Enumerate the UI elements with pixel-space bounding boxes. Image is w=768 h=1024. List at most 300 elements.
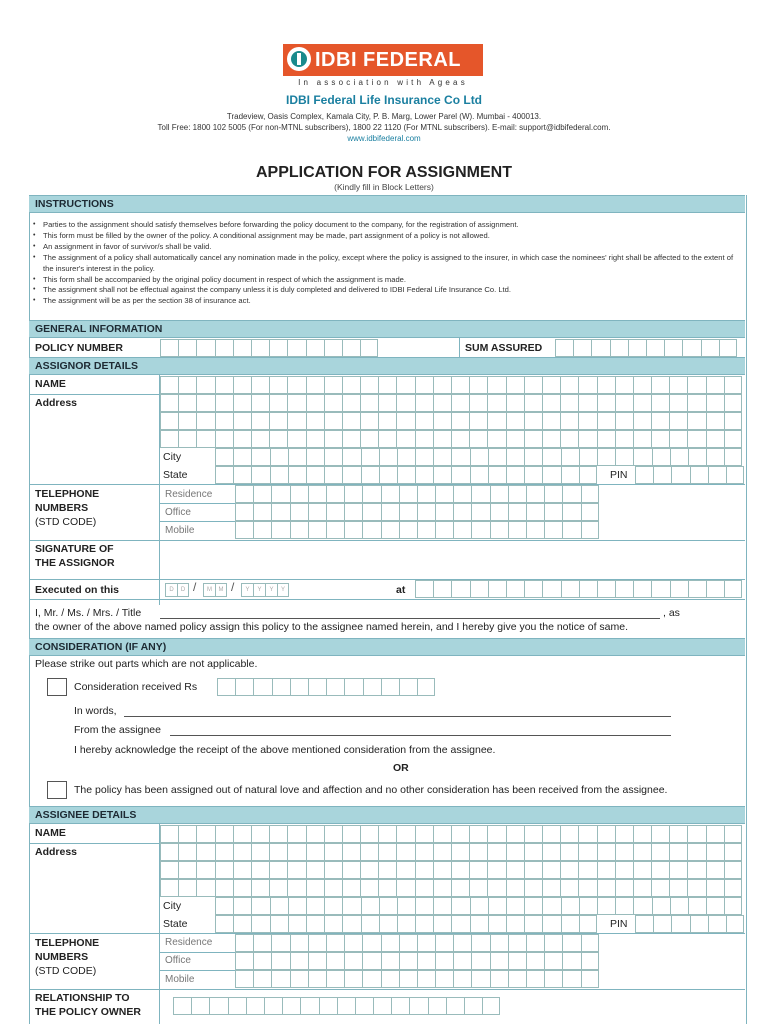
- input-box[interactable]: [269, 879, 287, 897]
- input-box[interactable]: [682, 339, 700, 357]
- input-box[interactable]: [628, 339, 646, 357]
- input-box[interactable]: [399, 934, 417, 952]
- input-box[interactable]: [233, 430, 251, 448]
- input-box[interactable]: [251, 448, 269, 466]
- input-box[interactable]: [160, 339, 178, 357]
- input-box[interactable]: [490, 521, 508, 539]
- input-box[interactable]: [324, 466, 342, 484]
- input-box[interactable]: [490, 485, 508, 503]
- input-box[interactable]: [272, 678, 290, 696]
- assignor-mobile-boxes[interactable]: [235, 521, 599, 539]
- input-box[interactable]: [290, 503, 308, 521]
- input-box[interactable]: [306, 339, 324, 357]
- input-box[interactable]: [469, 412, 487, 430]
- input-box[interactable]: [646, 339, 664, 357]
- input-box[interactable]: [542, 843, 560, 861]
- input-box[interactable]: [669, 430, 687, 448]
- input-box[interactable]: [469, 376, 487, 394]
- input-box[interactable]: [542, 394, 560, 412]
- input-box[interactable]: [251, 339, 269, 357]
- assignee-name-boxes[interactable]: [160, 825, 742, 843]
- input-box[interactable]: [724, 580, 742, 598]
- input-box[interactable]: [542, 412, 560, 430]
- input-box[interactable]: [651, 376, 669, 394]
- input-box[interactable]: [287, 843, 305, 861]
- input-box[interactable]: [235, 970, 253, 988]
- input-box[interactable]: [306, 843, 324, 861]
- input-box[interactable]: [464, 997, 482, 1015]
- input-box[interactable]: [235, 678, 253, 696]
- input-box[interactable]: [435, 934, 453, 952]
- input-box[interactable]: [360, 861, 378, 879]
- assignee-pin-boxes[interactable]: [635, 915, 744, 933]
- input-box[interactable]: [287, 430, 305, 448]
- input-box[interactable]: [451, 448, 469, 466]
- input-box[interactable]: [379, 466, 397, 484]
- input-box[interactable]: [506, 394, 524, 412]
- input-box[interactable]: [324, 861, 342, 879]
- input-box[interactable]: [542, 897, 560, 915]
- input-box[interactable]: [381, 952, 399, 970]
- input-box[interactable]: [251, 466, 269, 484]
- input-box[interactable]: [264, 997, 282, 1015]
- input-box[interactable]: [215, 394, 233, 412]
- input-box[interactable]: [508, 952, 526, 970]
- input-box[interactable]: [160, 376, 178, 394]
- input-box[interactable]: [308, 970, 326, 988]
- input-box[interactable]: [578, 394, 596, 412]
- input-box[interactable]: [287, 879, 305, 897]
- input-box[interactable]: [706, 843, 724, 861]
- input-box[interactable]: [544, 934, 562, 952]
- input-box[interactable]: [591, 339, 609, 357]
- input-box[interactable]: [251, 376, 269, 394]
- input-box[interactable]: [233, 412, 251, 430]
- input-box[interactable]: [471, 934, 489, 952]
- input-box[interactable]: [160, 430, 178, 448]
- input-box[interactable]: [706, 861, 724, 879]
- input-box[interactable]: [253, 934, 271, 952]
- input-box[interactable]: [488, 448, 506, 466]
- input-box[interactable]: [324, 394, 342, 412]
- input-box[interactable]: [415, 430, 433, 448]
- input-box[interactable]: [451, 915, 469, 933]
- input-box[interactable]: [378, 376, 396, 394]
- input-box[interactable]: [724, 412, 742, 430]
- input-box[interactable]: [253, 970, 271, 988]
- input-box[interactable]: [664, 339, 682, 357]
- input-box[interactable]: [415, 915, 433, 933]
- input-box[interactable]: [560, 376, 578, 394]
- input-box[interactable]: [399, 678, 417, 696]
- input-box[interactable]: [308, 503, 326, 521]
- input-box[interactable]: [251, 430, 269, 448]
- input-box[interactable]: [724, 430, 742, 448]
- input-box[interactable]: [451, 394, 469, 412]
- input-box[interactable]: [488, 466, 506, 484]
- relationship-boxes[interactable]: [173, 997, 500, 1015]
- input-box[interactable]: [360, 339, 378, 357]
- input-box[interactable]: [215, 861, 233, 879]
- input-box[interactable]: [324, 879, 342, 897]
- input-box[interactable]: [326, 503, 344, 521]
- input-box[interactable]: [488, 580, 506, 598]
- input-box[interactable]: [560, 430, 578, 448]
- input-box[interactable]: [508, 485, 526, 503]
- execution-date-month[interactable]: [203, 583, 227, 597]
- input-box[interactable]: [378, 430, 396, 448]
- input-box[interactable]: [178, 394, 196, 412]
- input-box[interactable]: [306, 825, 324, 843]
- input-box[interactable]: [228, 997, 246, 1015]
- input-box[interactable]: [378, 843, 396, 861]
- input-box[interactable]: [451, 580, 469, 598]
- input-box[interactable]: [508, 503, 526, 521]
- input-box[interactable]: [415, 580, 433, 598]
- input-box[interactable]: [615, 861, 633, 879]
- input-box[interactable]: [235, 521, 253, 539]
- input-box[interactable]: [633, 897, 651, 915]
- input-box[interactable]: [191, 997, 209, 1015]
- input-box[interactable]: [251, 412, 269, 430]
- input-box[interactable]: [306, 915, 324, 933]
- input-box[interactable]: [196, 430, 214, 448]
- input-box[interactable]: [362, 521, 380, 539]
- input-box[interactable]: [324, 825, 342, 843]
- input-box[interactable]: [524, 843, 542, 861]
- input-box[interactable]: [433, 897, 451, 915]
- input-box[interactable]: [578, 879, 596, 897]
- input-box[interactable]: [215, 448, 233, 466]
- input-box[interactable]: [687, 861, 705, 879]
- input-box[interactable]: [469, 394, 487, 412]
- input-box[interactable]: [319, 997, 337, 1015]
- input-box[interactable]: [633, 879, 651, 897]
- input-box[interactable]: [542, 376, 560, 394]
- input-box[interactable]: [524, 580, 542, 598]
- input-box[interactable]: [726, 466, 744, 484]
- input-box[interactable]: [342, 879, 360, 897]
- input-box[interactable]: [378, 825, 396, 843]
- input-box[interactable]: [415, 825, 433, 843]
- input-box[interactable]: [288, 448, 306, 466]
- input-box[interactable]: [652, 448, 670, 466]
- input-box[interactable]: [506, 861, 524, 879]
- input-box[interactable]: [615, 394, 633, 412]
- input-box[interactable]: [508, 934, 526, 952]
- input-box[interactable]: [269, 825, 287, 843]
- input-box[interactable]: [544, 970, 562, 988]
- assignor-name-boxes[interactable]: [160, 376, 742, 394]
- input-box[interactable]: [415, 879, 433, 897]
- input-box[interactable]: [542, 915, 560, 933]
- input-box[interactable]: [178, 843, 196, 861]
- input-box[interactable]: [451, 843, 469, 861]
- input-box[interactable]: [342, 430, 360, 448]
- input-box[interactable]: [196, 376, 214, 394]
- input-box[interactable]: [560, 879, 578, 897]
- input-box[interactable]: [396, 394, 414, 412]
- input-box[interactable]: [579, 915, 597, 933]
- input-box[interactable]: [524, 376, 542, 394]
- input-box[interactable]: [490, 934, 508, 952]
- input-box[interactable]: [669, 861, 687, 879]
- input-box[interactable]: [487, 825, 505, 843]
- assignee-residence-boxes[interactable]: [235, 934, 599, 952]
- input-box[interactable]: [360, 376, 378, 394]
- input-box[interactable]: [615, 580, 633, 598]
- assignee-address-line1[interactable]: [160, 843, 742, 861]
- input-box[interactable]: [306, 412, 324, 430]
- input-box[interactable]: [453, 970, 471, 988]
- input-box[interactable]: [417, 952, 435, 970]
- input-box[interactable]: [562, 503, 580, 521]
- input-box[interactable]: [561, 897, 579, 915]
- input-box[interactable]: [469, 861, 487, 879]
- input-box[interactable]: [542, 879, 560, 897]
- input-box[interactable]: [233, 394, 251, 412]
- input-box[interactable]: [271, 521, 289, 539]
- input-box[interactable]: [396, 843, 414, 861]
- input-box[interactable]: [562, 952, 580, 970]
- assignee-address-line3[interactable]: [160, 879, 742, 897]
- input-box[interactable]: [652, 897, 670, 915]
- input-box[interactable]: [178, 412, 196, 430]
- execution-date-day[interactable]: [165, 583, 189, 597]
- in-words-line[interactable]: [124, 716, 671, 717]
- input-box[interactable]: [446, 997, 464, 1015]
- input-box[interactable]: [615, 376, 633, 394]
- input-box[interactable]: [671, 915, 689, 933]
- input-box[interactable]: [597, 448, 615, 466]
- input-box[interactable]: [453, 952, 471, 970]
- input-box[interactable]: [615, 897, 633, 915]
- input-box[interactable]: [433, 843, 451, 861]
- input-box[interactable]: [451, 879, 469, 897]
- input-box[interactable]: [578, 843, 596, 861]
- input-box[interactable]: [579, 897, 597, 915]
- natural-love-checkbox[interactable]: [47, 781, 67, 799]
- input-box[interactable]: [196, 825, 214, 843]
- input-box[interactable]: [633, 580, 651, 598]
- input-box[interactable]: [215, 879, 233, 897]
- input-box[interactable]: [706, 412, 724, 430]
- input-box[interactable]: [687, 394, 705, 412]
- input-box[interactable]: [235, 952, 253, 970]
- input-box[interactable]: [373, 997, 391, 1015]
- input-box[interactable]: [396, 825, 414, 843]
- input-box[interactable]: [160, 861, 178, 879]
- input-box[interactable]: [524, 394, 542, 412]
- input-box[interactable]: [633, 825, 651, 843]
- input-box[interactable]: [433, 580, 451, 598]
- input-box[interactable]: [708, 915, 726, 933]
- input-box[interactable]: [308, 934, 326, 952]
- input-box[interactable]: [178, 376, 196, 394]
- input-box[interactable]: [453, 521, 471, 539]
- input-box[interactable]: [487, 394, 505, 412]
- input-box[interactable]: [251, 897, 269, 915]
- input-box[interactable]: [578, 861, 596, 879]
- input-box[interactable]: [671, 466, 689, 484]
- input-box[interactable]: [651, 879, 669, 897]
- input-box[interactable]: [381, 678, 399, 696]
- input-box[interactable]: [506, 448, 524, 466]
- input-box[interactable]: [690, 466, 708, 484]
- input-box[interactable]: [235, 934, 253, 952]
- input-box[interactable]: [378, 394, 396, 412]
- input-box[interactable]: [433, 376, 451, 394]
- input-box[interactable]: [670, 448, 688, 466]
- input-box[interactable]: [561, 915, 579, 933]
- input-box[interactable]: [633, 843, 651, 861]
- input-box[interactable]: [615, 843, 633, 861]
- input-box[interactable]: [433, 412, 451, 430]
- input-box[interactable]: [597, 825, 615, 843]
- input-box[interactable]: [451, 861, 469, 879]
- input-box[interactable]: [235, 485, 253, 503]
- input-box[interactable]: [471, 970, 489, 988]
- input-box[interactable]: [560, 843, 578, 861]
- input-box[interactable]: [290, 934, 308, 952]
- input-box[interactable]: [453, 934, 471, 952]
- input-box[interactable]: [651, 580, 669, 598]
- input-box[interactable]: [487, 879, 505, 897]
- assignee-city-boxes[interactable]: [215, 897, 742, 915]
- input-box[interactable]: [397, 915, 415, 933]
- input-box[interactable]: [399, 485, 417, 503]
- input-box[interactable]: [342, 394, 360, 412]
- input-box[interactable]: [651, 843, 669, 861]
- input-box[interactable]: [470, 466, 488, 484]
- input-box[interactable]: [488, 915, 506, 933]
- input-box[interactable]: [578, 825, 596, 843]
- input-box[interactable]: [360, 825, 378, 843]
- input-box[interactable]: [555, 339, 573, 357]
- input-box[interactable]: [269, 394, 287, 412]
- input-box[interactable]: [360, 879, 378, 897]
- input-box[interactable]: [635, 466, 653, 484]
- input-box[interactable]: [415, 448, 433, 466]
- input-box[interactable]: [381, 503, 399, 521]
- input-box[interactable]: [597, 430, 615, 448]
- input-box[interactable]: [251, 843, 269, 861]
- input-box[interactable]: [342, 897, 360, 915]
- input-box[interactable]: [308, 521, 326, 539]
- input-box[interactable]: [562, 970, 580, 988]
- input-box[interactable]: [560, 861, 578, 879]
- input-box[interactable]: [490, 952, 508, 970]
- input-box[interactable]: [633, 430, 651, 448]
- input-box[interactable]: [561, 580, 579, 598]
- input-box[interactable]: [524, 897, 542, 915]
- input-box[interactable]: [615, 879, 633, 897]
- input-box[interactable]: [453, 485, 471, 503]
- input-box[interactable]: [287, 412, 305, 430]
- input-box[interactable]: [581, 485, 599, 503]
- input-box[interactable]: [451, 412, 469, 430]
- input-box[interactable]: [544, 952, 562, 970]
- input-box[interactable]: [269, 339, 287, 357]
- input-box[interactable]: [399, 952, 417, 970]
- input-box[interactable]: [506, 825, 524, 843]
- input-box[interactable]: [471, 485, 489, 503]
- input-box[interactable]: [326, 521, 344, 539]
- input-box[interactable]: [287, 861, 305, 879]
- input-box[interactable]: [597, 879, 615, 897]
- input-box[interactable]: [361, 897, 379, 915]
- input-box[interactable]: [487, 376, 505, 394]
- input-box[interactable]: [669, 843, 687, 861]
- input-box[interactable]: [610, 339, 628, 357]
- input-box[interactable]: [270, 915, 288, 933]
- input-box[interactable]: [233, 861, 251, 879]
- input-box[interactable]: [233, 879, 251, 897]
- input-box[interactable]: [344, 485, 362, 503]
- input-box[interactable]: [597, 394, 615, 412]
- input-box[interactable]: [506, 430, 524, 448]
- signature-area[interactable]: [160, 541, 745, 579]
- input-box[interactable]: [235, 503, 253, 521]
- input-box[interactable]: [433, 861, 451, 879]
- input-box[interactable]: [451, 430, 469, 448]
- input-box[interactable]: [435, 521, 453, 539]
- input-box[interactable]: [253, 521, 271, 539]
- input-box[interactable]: [706, 430, 724, 448]
- input-box[interactable]: [687, 430, 705, 448]
- input-box[interactable]: [482, 997, 500, 1015]
- input-box[interactable]: [396, 412, 414, 430]
- input-box[interactable]: [233, 339, 251, 357]
- input-box[interactable]: [381, 970, 399, 988]
- input-box[interactable]: [633, 861, 651, 879]
- input-box[interactable]: [470, 448, 488, 466]
- input-box[interactable]: [379, 448, 397, 466]
- input-box[interactable]: [381, 485, 399, 503]
- input-box[interactable]: [215, 376, 233, 394]
- input-box[interactable]: [415, 412, 433, 430]
- input-box[interactable]: [233, 376, 251, 394]
- input-box[interactable]: [173, 997, 191, 1015]
- input-box[interactable]: [253, 503, 271, 521]
- input-box[interactable]: [233, 448, 251, 466]
- assignor-address-line3[interactable]: [160, 430, 742, 448]
- input-box[interactable]: [544, 521, 562, 539]
- input-box[interactable]: [433, 394, 451, 412]
- input-box[interactable]: [379, 915, 397, 933]
- input-box[interactable]: [506, 580, 524, 598]
- assignee-office-boxes[interactable]: [235, 952, 599, 970]
- input-box[interactable]: [687, 825, 705, 843]
- input-box[interactable]: [342, 825, 360, 843]
- input-box[interactable]: [306, 430, 324, 448]
- input-box[interactable]: [469, 825, 487, 843]
- input-box[interactable]: [306, 394, 324, 412]
- input-box[interactable]: [578, 412, 596, 430]
- input-box[interactable]: [160, 825, 178, 843]
- input-box[interactable]: [269, 376, 287, 394]
- input-box[interactable]: [397, 448, 415, 466]
- input-box[interactable]: [633, 394, 651, 412]
- assignor-city-boxes[interactable]: [215, 448, 742, 466]
- input-box[interactable]: [490, 970, 508, 988]
- input-box[interactable]: [233, 915, 251, 933]
- input-box[interactable]: [269, 412, 287, 430]
- input-box[interactable]: [506, 897, 524, 915]
- input-box[interactable]: [469, 430, 487, 448]
- input-box[interactable]: [360, 430, 378, 448]
- input-box[interactable]: [360, 394, 378, 412]
